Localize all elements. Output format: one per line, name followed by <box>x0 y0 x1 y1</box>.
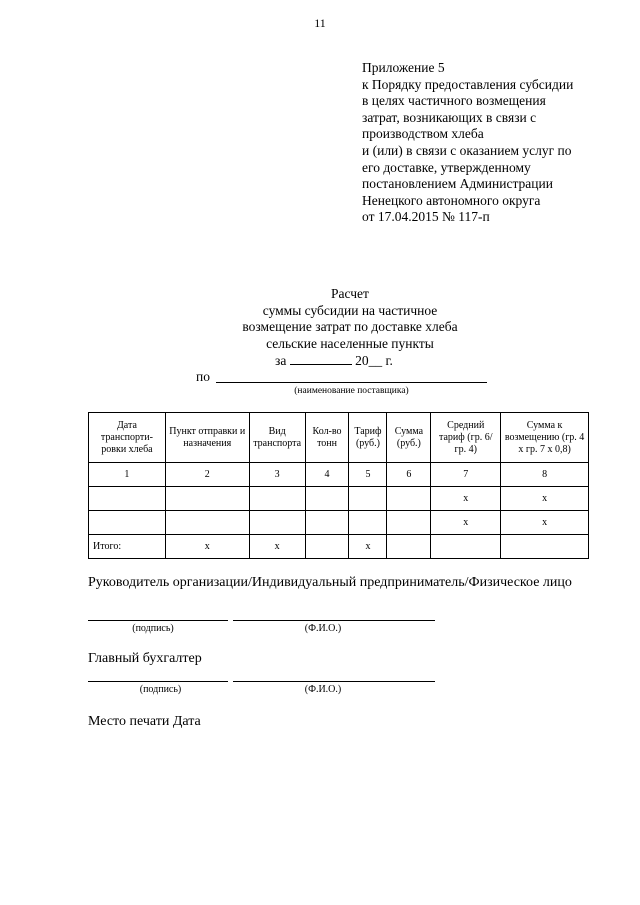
total-label: Итого: <box>89 535 166 559</box>
column-number: 5 <box>349 463 387 487</box>
column-number: 3 <box>249 463 305 487</box>
table-header-row <box>89 413 589 463</box>
column-number-row <box>89 463 589 487</box>
title-heading: Расчет <box>331 286 369 301</box>
table-cell[interactable] <box>387 535 431 559</box>
table-cell: х <box>249 535 305 559</box>
total-row <box>89 535 589 559</box>
column-header: Кол-во тонн <box>305 413 349 463</box>
table-cell: х <box>431 511 501 535</box>
document-title <box>150 286 550 352</box>
appendix-line: производством хлеба <box>362 126 484 142</box>
appendix-line: постановлением Администрации <box>362 176 553 192</box>
title-line: возмещение затрат по доставке хлеба <box>242 319 458 334</box>
column-number: 7 <box>431 463 501 487</box>
period-row <box>275 353 393 369</box>
name-caption: (Ф.И.О.) <box>304 623 342 634</box>
accountant-name-line[interactable] <box>233 681 435 682</box>
calculation-table <box>88 412 589 559</box>
name-caption: (Ф.И.О.) <box>304 684 342 695</box>
supplier-prefix: по <box>196 369 210 384</box>
table-cell[interactable] <box>431 535 501 559</box>
table-cell[interactable] <box>349 487 387 511</box>
column-number: 1 <box>89 463 166 487</box>
table-cell[interactable] <box>305 535 349 559</box>
column-header: Сумма к возмещению (гр. 4 х гр. 7 х 0,8) <box>501 413 589 463</box>
accountant-signature-line[interactable] <box>88 681 228 682</box>
appendix-line: от 17.04.2015 № 117-п <box>362 209 490 225</box>
table-cell[interactable] <box>89 487 166 511</box>
column-header: Тариф (руб.) <box>349 413 387 463</box>
signature-caption: (подпись) <box>139 684 182 695</box>
table-cell[interactable] <box>387 511 431 535</box>
manager-signature-line[interactable] <box>88 620 228 621</box>
table-cell[interactable] <box>349 511 387 535</box>
page-number: 11 <box>314 16 326 30</box>
table-cell: х <box>165 535 249 559</box>
appendix-line: Ненецкого автономного округа <box>362 192 541 208</box>
table-cell[interactable] <box>305 511 349 535</box>
appendix-line: затрат, возникающих в связи с <box>362 109 537 125</box>
table-cell: х <box>431 487 501 511</box>
title-line: суммы субсидии на частичное <box>262 302 438 318</box>
date-blank-field[interactable] <box>290 353 352 365</box>
column-header: Сумма (руб.) <box>387 413 431 463</box>
column-header: Вид транспорта <box>249 413 305 463</box>
supplier-caption: (наименование поставщика) <box>294 386 409 396</box>
table-cell: х <box>501 487 589 511</box>
table-cell[interactable] <box>249 487 305 511</box>
appendix-line: к Порядку предоставления субсидии <box>362 76 574 92</box>
column-number: 8 <box>501 463 589 487</box>
column-header: Пункт отправки и назначения <box>165 413 249 463</box>
table-cell[interactable] <box>305 487 349 511</box>
accountant-title: Главный бухгалтер <box>88 651 202 666</box>
table-cell: х <box>501 511 589 535</box>
appendix-line: в целях частичного возмещения <box>362 93 546 109</box>
table-cell[interactable] <box>249 511 305 535</box>
table-row <box>89 487 589 511</box>
column-number: 2 <box>165 463 249 487</box>
manager-title: Руководитель организации/Индивидуальный предприниматель/Физическое лицо <box>88 575 572 590</box>
column-header: Дата транспорти-ровки хлеба <box>89 413 166 463</box>
appendix-line: и (или) в связи с оказанием услуг по <box>362 142 572 158</box>
date-prefix: за <box>275 353 287 368</box>
title-line: сельские населенные пункты <box>266 335 434 351</box>
column-number: 4 <box>305 463 349 487</box>
date-year: 20__ г. <box>355 353 393 368</box>
supplier-blank-field[interactable] <box>216 382 487 383</box>
table-cell[interactable] <box>165 487 249 511</box>
table-cell[interactable] <box>501 535 589 559</box>
appendix-block <box>362 60 622 226</box>
column-number: 6 <box>387 463 431 487</box>
table-row <box>89 511 589 535</box>
table-cell[interactable] <box>89 511 166 535</box>
table-cell[interactable] <box>165 511 249 535</box>
table-cell: х <box>349 535 387 559</box>
table-cell[interactable] <box>387 487 431 511</box>
manager-name-line[interactable] <box>233 620 435 621</box>
signature-caption: (подпись) <box>132 623 174 634</box>
stamp-date-label: Место печати Дата <box>88 714 201 729</box>
column-header: Средний тариф (гр. 6/ гр. 4) <box>431 413 501 463</box>
appendix-line: его доставке, утвержденному <box>362 159 531 175</box>
appendix-line: Приложение 5 <box>362 60 445 75</box>
